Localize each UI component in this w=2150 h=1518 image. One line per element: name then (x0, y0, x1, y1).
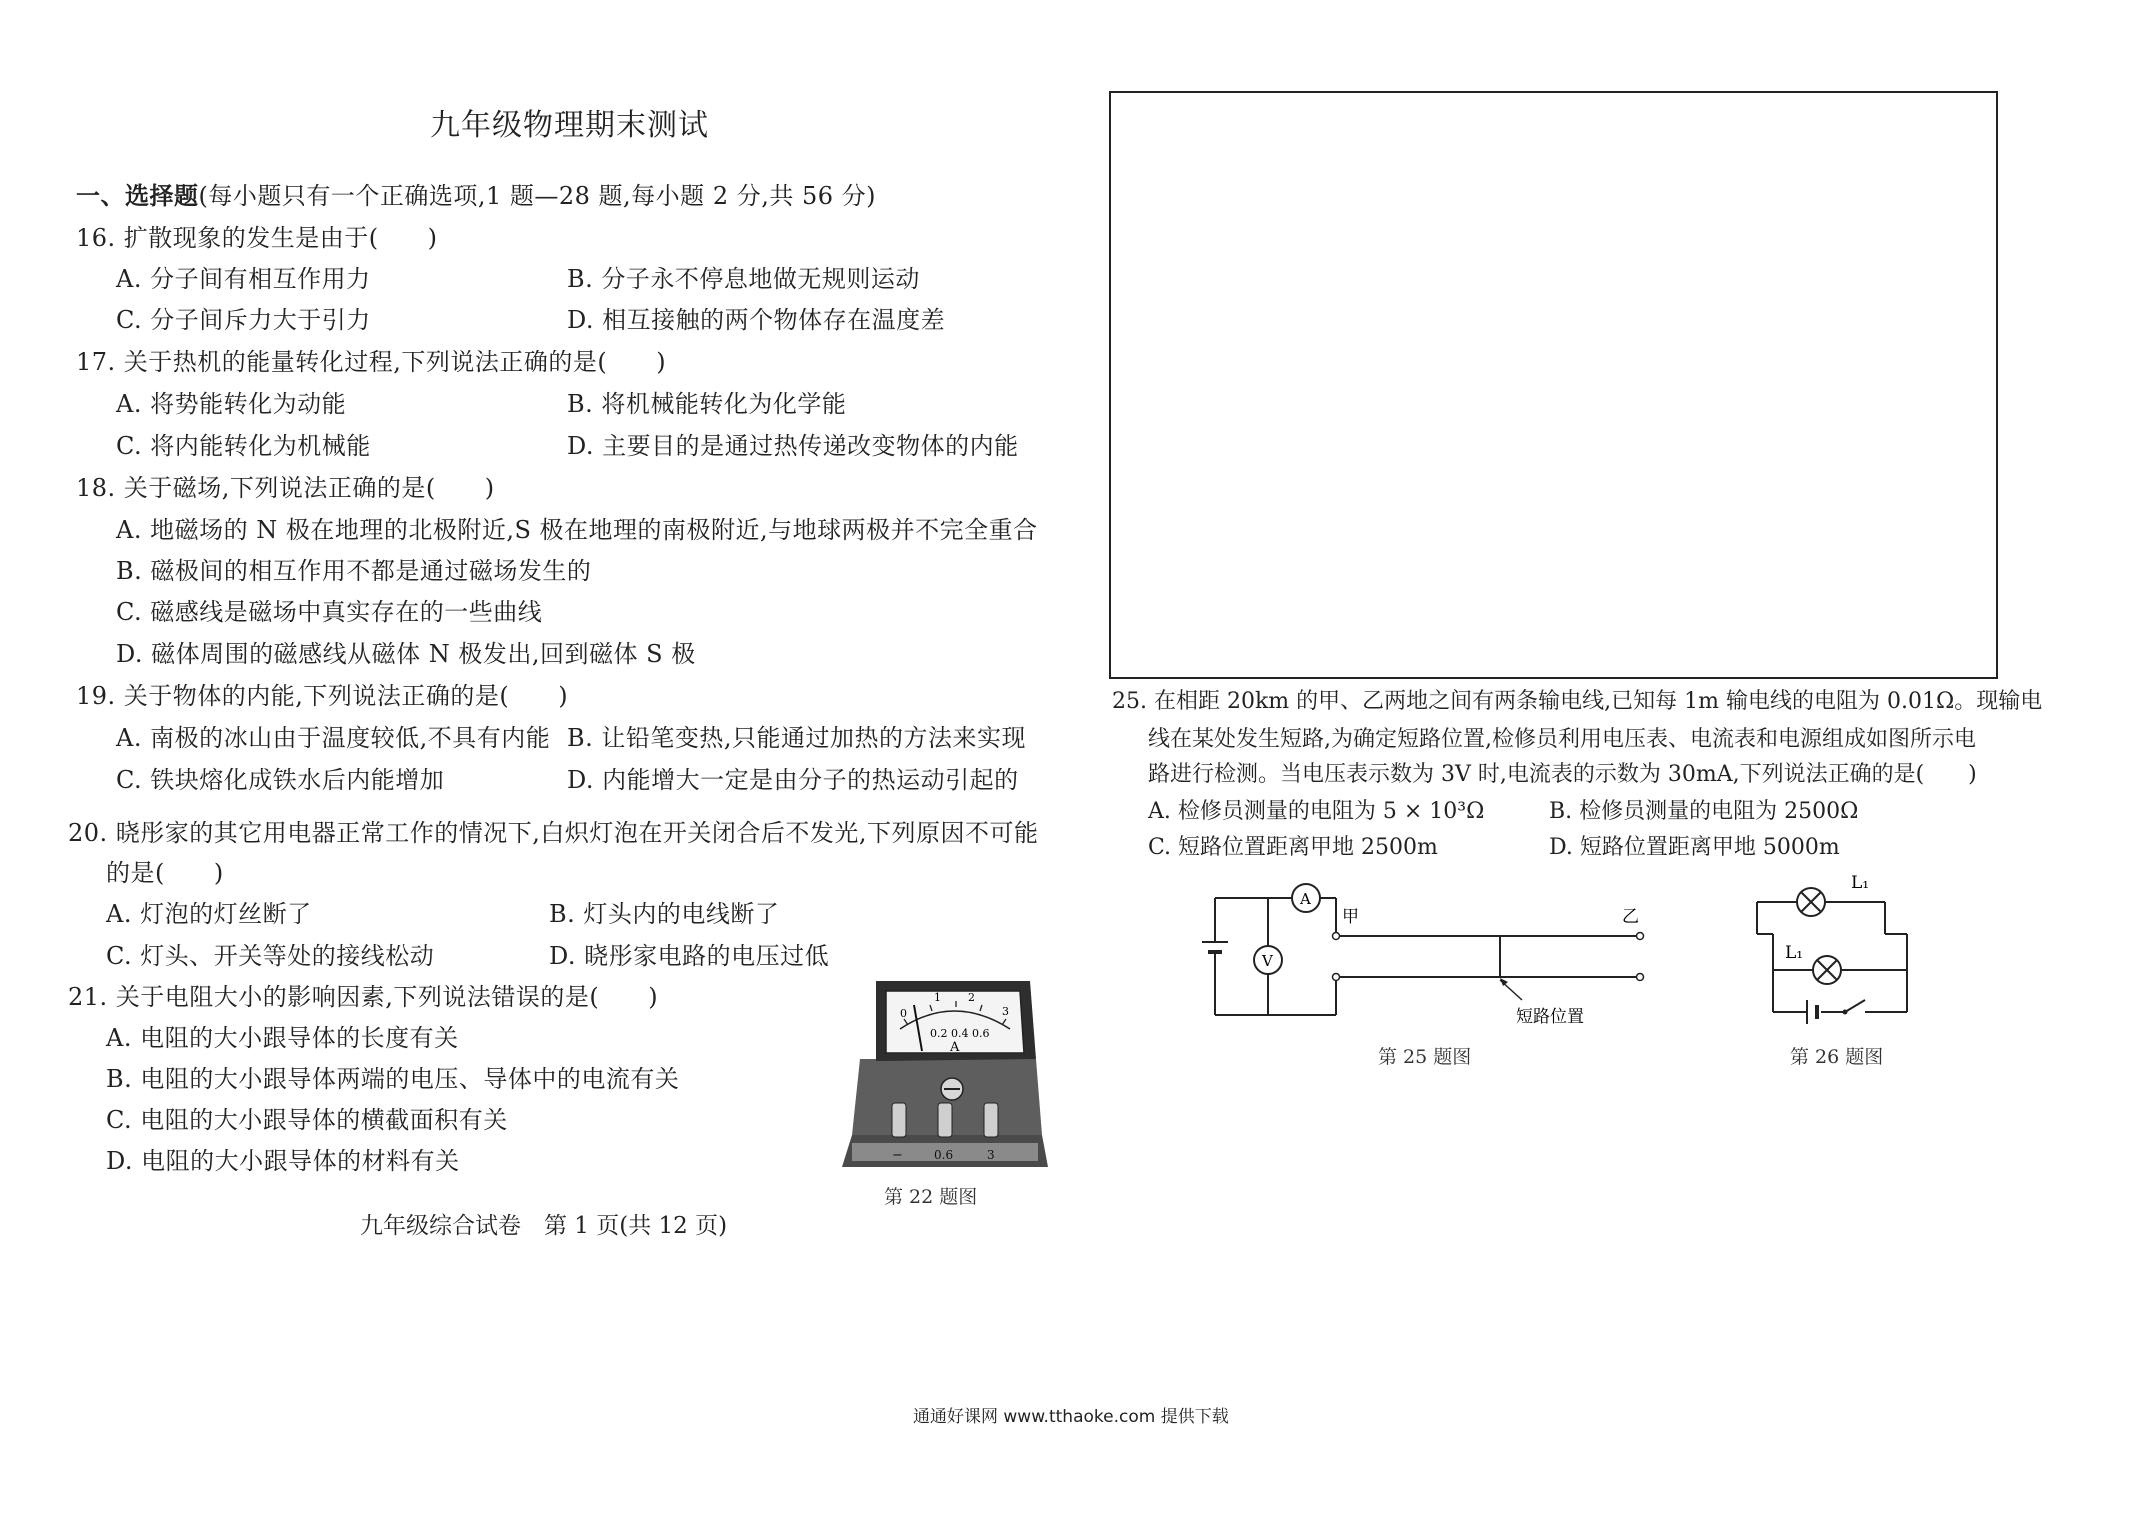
terminal-node (1637, 933, 1644, 940)
q21-option-c: C. 电阻的大小跟导体的横截面积有关 (106, 1106, 508, 1134)
q18-option-d: D. 磁体周围的磁感线从磁体 N 极发出,回到磁体 S 极 (116, 640, 696, 668)
section-note: (每小题只有一个正确选项,1 题—28 题,每小题 2 分,共 56 分) (198, 182, 877, 210)
section-heading (76, 176, 876, 211)
circuit-25-figure (1190, 870, 1660, 1040)
switch-pivot (1843, 1010, 1848, 1015)
dial-unit: A (950, 1040, 960, 1055)
terminal-0-6 (938, 1103, 952, 1137)
q17-option-a: A. 将势能转化为动能 (116, 390, 347, 418)
q20-option-b: B. 灯头内的电线断了 (549, 900, 780, 928)
q25-option-b: B. 检修员测量的电阻为 2500Ω (1549, 799, 1859, 824)
q16-option-a: A. 分子间有相互作用力 (116, 265, 371, 293)
q25-option-c: C. 短路位置距离甲地 2500m (1148, 835, 1438, 860)
q18-option-b: B. 磁极间的相互作用不都是通过磁场发生的 (116, 557, 592, 585)
terminal-label-0-6: 0.6 (934, 1148, 954, 1162)
dial-label-2: 2 (968, 991, 975, 1004)
q17-option-d: D. 主要目的是通过热传递改变物体的内能 (567, 432, 1019, 460)
q16-option-c: C. 分子间斥力大于引力 (116, 306, 371, 334)
label-jia: 甲 (1342, 907, 1359, 927)
label-short-position: 短路位置 (1516, 1007, 1584, 1027)
q20-option-a: A. 灯泡的灯丝断了 (106, 900, 312, 928)
q16-option-b: B. 分子永不停息地做无规则运动 (567, 265, 920, 293)
terminal-3 (984, 1103, 998, 1137)
q25-option-d: D. 短路位置距离甲地 5000m (1549, 835, 1840, 860)
dial-label-bottom: 0.2 0.4 0.6 (930, 1027, 990, 1040)
q17-option-c: C. 将内能转化为机械能 (116, 432, 371, 460)
q19-stem: 19. 关于物体的内能,下列说法正确的是( ) (76, 682, 569, 710)
terminal-negative (892, 1103, 906, 1137)
q20-stem-line1: 20. 晓彤家的其它用电器正常工作的情况下,白炽灯泡在开关闭合后不发光,下列原因不可能 (68, 819, 1039, 847)
section-label: 一、选择题 (76, 181, 199, 210)
blank-answer-box (1109, 91, 1998, 679)
q19-option-d: D. 内能增大一定是由分子的热运动引起的 (567, 766, 1019, 794)
ammeter-label: A (1300, 890, 1311, 908)
q18-option-c: C. 磁感线是磁场中真实存在的一些曲线 (116, 598, 543, 626)
figure-26-caption: 第 26 题图 (1790, 1046, 1884, 1068)
q20-option-c: C. 灯头、开关等处的接线松动 (106, 942, 435, 970)
page-title: 九年级物理期末测试 (430, 108, 709, 143)
q17-option-b: B. 将机械能转化为化学能 (567, 390, 847, 418)
label-l1-top: L₁ (1851, 873, 1870, 893)
q20-option-d: D. 晓彤家电路的电压过低 (549, 942, 830, 970)
q16-option-d: D. 相互接触的两个物体存在温度差 (567, 306, 946, 334)
terminal-label-3: 3 (987, 1148, 995, 1162)
q19-option-b: B. 让铅笔变热,只能通过加热的方法来实现 (567, 724, 1027, 752)
q19-option-c: C. 铁块熔化成铁水后内能增加 (116, 766, 445, 794)
ammeter-figure (830, 975, 1060, 1175)
q18-stem: 18. 关于磁场,下列说法正确的是( ) (76, 474, 495, 502)
q25-stem-line1: 25. 在相距 20km 的甲、乙两地之间有两条输电线,已知每 1m 输电线的电阻为 0.01Ω。现输电 (1112, 689, 2043, 714)
voltmeter-label: V (1262, 952, 1273, 970)
terminal-node (1637, 974, 1644, 981)
q21-option-d: D. 电阻的大小跟导体的材料有关 (106, 1147, 460, 1175)
q19-option-a: A. 南极的冰山由于温度较低,不具有内能 (116, 724, 551, 752)
circuit-26-figure (1745, 862, 1925, 1032)
q21-option-a: A. 电阻的大小跟导体的长度有关 (106, 1024, 459, 1052)
q21-stem: 21. 关于电阻大小的影响因素,下列说法错误的是( ) (68, 983, 659, 1011)
q25-stem-line2: 线在某处发生短路,为确定短路位置,检修员利用电压表、电流表和电源组成如图所示电 (1148, 727, 1976, 752)
q17-stem: 17. 关于热机的能量转化过程,下列说法正确的是( ) (76, 348, 667, 376)
terminal-node (1333, 933, 1340, 940)
terminal-node (1333, 974, 1340, 981)
figure-25-caption: 第 25 题图 (1378, 1046, 1472, 1068)
dial-label-1: 1 (934, 991, 941, 1004)
label-l1-middle: L₁ (1785, 943, 1804, 963)
page-footer: 九年级综合试卷 第 1 页(共 12 页) (360, 1213, 728, 1239)
source-footer: 通通好课网 www.tthaoke.com 提供下载 (913, 1407, 1229, 1427)
q18-option-a: A. 地磁场的 N 极在地理的北极附近,S 极在地理的南极附近,与地球两极并不完全重合 (116, 516, 1038, 544)
dial-label-3: 3 (1002, 1005, 1009, 1018)
q25-stem-line3: 路进行检测。当电压表示数为 3V 时,电流表的示数为 30mA,下列说法正确的是( ) (1148, 762, 1977, 787)
dial-label-0: 0 (900, 1007, 907, 1020)
switch-blade (1845, 1000, 1865, 1012)
q25-option-a: A. 检修员测量的电阻为 5 × 10³Ω (1148, 799, 1485, 824)
q21-option-b: B. 电阻的大小跟导体两端的电压、导体中的电流有关 (106, 1065, 680, 1093)
label-yi: 乙 (1622, 907, 1639, 927)
terminal-label-negative: − (892, 1148, 903, 1163)
figure-22-caption: 第 22 题图 (884, 1186, 978, 1208)
q20-stem-line2: 的是( ) (106, 859, 224, 887)
q16-stem: 16. 扩散现象的发生是由于( ) (76, 224, 438, 252)
